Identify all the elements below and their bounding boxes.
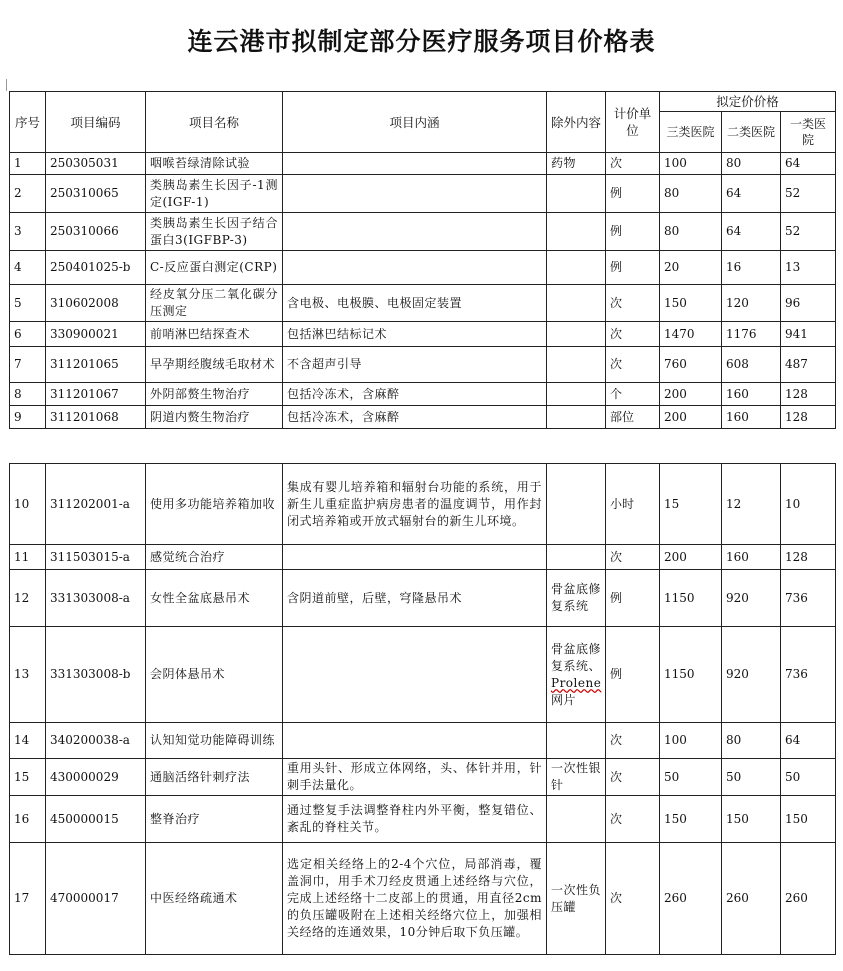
- header-price-group: 拟定价价格: [660, 92, 836, 112]
- price-level3-cell: 20: [660, 251, 722, 285]
- except-cell: 一次性银针: [547, 759, 606, 796]
- price-level3-cell: 15: [660, 464, 722, 545]
- name-cell: 女性全盆底悬吊术: [146, 570, 283, 627]
- code-cell: 311201068: [46, 406, 146, 429]
- except-cell: [547, 383, 606, 406]
- price-level2-cell: 64: [722, 213, 781, 251]
- table-row: [10, 153, 836, 175]
- price-level1-cell: 736: [781, 627, 836, 723]
- except-cell: 骨盆底修复系统: [547, 570, 606, 627]
- price-level1-cell: 128: [781, 383, 836, 406]
- except-cell: [547, 347, 606, 383]
- name-cell: 通脑活络针刺疗法: [146, 759, 283, 796]
- code-cell: 250305031: [46, 153, 146, 175]
- price-level2-cell: 920: [722, 570, 781, 627]
- price-level2-cell: 50: [722, 759, 781, 796]
- seq-cell: 17: [10, 843, 46, 955]
- price-level1-cell: 128: [781, 545, 836, 570]
- unit-cell: 次: [606, 545, 660, 570]
- price-level1-cell: 10: [781, 464, 836, 545]
- except-text-a: 骨盆底修复系统、: [551, 641, 602, 673]
- price-level1-cell: 941: [781, 322, 836, 347]
- price-level1-cell: 50: [781, 759, 836, 796]
- price-level1-cell: 64: [781, 153, 836, 175]
- seq-cell: 13: [10, 627, 46, 723]
- price-table-2: [9, 463, 836, 955]
- unit-cell: 次: [606, 347, 660, 383]
- table-row: [10, 251, 836, 285]
- price-level1-cell: 736: [781, 570, 836, 627]
- name-cell: 早孕期经腹绒毛取材术: [146, 347, 283, 383]
- price-level2-cell: 150: [722, 796, 781, 843]
- name-cell: 类胰岛素生长因子-1测定(IGF-1): [146, 175, 283, 213]
- price-level3-cell: 100: [660, 153, 722, 175]
- unit-cell: 例: [606, 213, 660, 251]
- price-level3-cell: 200: [660, 406, 722, 429]
- unit-cell: 次: [606, 322, 660, 347]
- unit-cell: 小时: [606, 464, 660, 545]
- table-row: [10, 796, 836, 843]
- seq-cell: 11: [10, 545, 46, 570]
- table-row: [10, 213, 836, 251]
- price-level3-cell: 80: [660, 175, 722, 213]
- unit-cell: 次: [606, 796, 660, 843]
- seq-cell: 8: [10, 383, 46, 406]
- seq-cell: 15: [10, 759, 46, 796]
- unit-cell: 例: [606, 627, 660, 723]
- table-row: [10, 570, 836, 627]
- name-cell: 认知知觉功能障碍训练: [146, 723, 283, 759]
- price-table-1: [9, 91, 836, 429]
- except-cell: [547, 322, 606, 347]
- except-text-b: Prolene: [551, 675, 602, 690]
- price-level1-cell: 487: [781, 347, 836, 383]
- table-row: [10, 347, 836, 383]
- unit-cell: 部位: [606, 406, 660, 429]
- seq-cell: 6: [10, 322, 46, 347]
- table-row: [10, 175, 836, 213]
- except-cell: [547, 213, 606, 251]
- name-cell: 使用多功能培养箱加收: [146, 464, 283, 545]
- seq-cell: 1: [10, 153, 46, 175]
- table-row: [10, 285, 836, 322]
- price-level3-cell: 100: [660, 723, 722, 759]
- seq-cell: 16: [10, 796, 46, 843]
- table-row: [10, 843, 836, 955]
- price-level2-cell: 160: [722, 545, 781, 570]
- table-row: [10, 406, 836, 429]
- seq-cell: 7: [10, 347, 46, 383]
- code-cell: 311201067: [46, 383, 146, 406]
- price-level3-cell: 50: [660, 759, 722, 796]
- except-cell: [547, 796, 606, 843]
- price-level1-cell: 52: [781, 175, 836, 213]
- table-row: [10, 383, 836, 406]
- price-level3-cell: 260: [660, 843, 722, 955]
- name-cell: 咽喉苔绿清除试验: [146, 153, 283, 175]
- header-level3: 三类医院: [660, 112, 722, 153]
- table-row: [10, 545, 836, 570]
- except-cell: [547, 545, 606, 570]
- price-level3-cell: 200: [660, 383, 722, 406]
- code-cell: 330900021: [46, 322, 146, 347]
- content-cell: 不含超声引导: [283, 347, 547, 383]
- code-cell: 250310066: [46, 213, 146, 251]
- header-seq: 序号: [10, 92, 46, 153]
- price-level2-cell: 12: [722, 464, 781, 545]
- content-cell: 含阴道前壁，后壁，穹隆悬吊术: [283, 570, 547, 627]
- content-cell: 包括冷冻术，含麻醉: [283, 383, 547, 406]
- code-cell: 311201065: [46, 347, 146, 383]
- name-cell: 经皮氧分压二氧化碳分压测定: [146, 285, 283, 322]
- price-level3-cell: 80: [660, 213, 722, 251]
- content-cell: [283, 545, 547, 570]
- content-cell: 通过整复手法调整脊柱内外平衡，整复错位、紊乱的脊柱关节。: [283, 796, 547, 843]
- code-cell: 331303008-b: [46, 627, 146, 723]
- unit-cell: 个: [606, 383, 660, 406]
- header-code: 项目编码: [46, 92, 146, 153]
- header-level2: 二类医院: [722, 112, 781, 153]
- price-level2-cell: 160: [722, 383, 781, 406]
- except-cell: [547, 464, 606, 545]
- table-row: [10, 759, 836, 796]
- price-level2-cell: 80: [722, 153, 781, 175]
- price-level3-cell: 760: [660, 347, 722, 383]
- except-cell: [547, 627, 606, 723]
- table-row: [10, 723, 836, 759]
- except-cell: 药物: [547, 153, 606, 175]
- except-cell: [547, 406, 606, 429]
- unit-cell: 次: [606, 723, 660, 759]
- price-level2-cell: 120: [722, 285, 781, 322]
- header-except: 除外内容: [547, 92, 606, 153]
- except-cell: [547, 723, 606, 759]
- content-cell: [283, 175, 547, 213]
- content-cell: 选定相关经络上的2-4个穴位，局部消毒，覆盖洞巾，用手术刀经皮贯通上述经络与穴位，完成上述经络十二皮部上的贯通，用直径2cm的负压罐吸附在上述相关经络穴位上，加强相关经络的连通效果，10分钟后取下负压罐。: [283, 843, 547, 955]
- name-cell: 阴道内赘生物治疗: [146, 406, 283, 429]
- seq-cell: 14: [10, 723, 46, 759]
- price-level2-cell: 16: [722, 251, 781, 285]
- header-unit: 计价单位: [606, 92, 660, 153]
- content-cell: [283, 213, 547, 251]
- price-level1-cell: 96: [781, 285, 836, 322]
- code-cell: 340200038-a: [46, 723, 146, 759]
- price-level2-cell: 608: [722, 347, 781, 383]
- price-level1-cell: 13: [781, 251, 836, 285]
- seq-cell: 12: [10, 570, 46, 627]
- seq-cell: 2: [10, 175, 46, 213]
- price-level2-cell: 160: [722, 406, 781, 429]
- price-level3-cell: 150: [660, 796, 722, 843]
- name-cell: C-反应蛋白测定(CRP): [146, 251, 283, 285]
- price-level2-cell: 1176: [722, 322, 781, 347]
- name-cell: 会阴体悬吊术: [146, 627, 283, 723]
- price-level2-cell: 64: [722, 175, 781, 213]
- page-title: 连云港市拟制定部分医疗服务项目价格表: [187, 27, 656, 56]
- except-cell: [547, 285, 606, 322]
- content-cell: [283, 251, 547, 285]
- code-cell: 430000029: [46, 759, 146, 796]
- name-cell: 前哨淋巴结探查术: [146, 322, 283, 347]
- except-cell: [547, 175, 606, 213]
- price-level2-cell: 80: [722, 723, 781, 759]
- code-cell: 311202001-a: [46, 464, 146, 545]
- price-level1-cell: 260: [781, 843, 836, 955]
- content-cell: [283, 723, 547, 759]
- seq-cell: 10: [10, 464, 46, 545]
- code-cell: 470000017: [46, 843, 146, 955]
- except-text-c: 网片: [551, 692, 577, 707]
- content-cell: 重用头针、形成立体网络，头、体针并用，针刺手法量化。: [283, 759, 547, 796]
- name-cell: 类胰岛素生长因子结合蛋白3(IGFBP-3): [146, 213, 283, 251]
- unit-cell: 例: [606, 251, 660, 285]
- unit-cell: 例: [606, 570, 660, 627]
- name-cell: 中医经络疏通术: [146, 843, 283, 955]
- seq-cell: 9: [10, 406, 46, 429]
- seq-cell: 4: [10, 251, 46, 285]
- price-level1-cell: 64: [781, 723, 836, 759]
- price-level2-cell: 260: [722, 843, 781, 955]
- unit-cell: 例: [606, 175, 660, 213]
- name-cell: 整脊治疗: [146, 796, 283, 843]
- content-cell: 包括冷冻术，含麻醉: [283, 406, 547, 429]
- header-name: 项目名称: [146, 92, 283, 153]
- seq-cell: 5: [10, 285, 46, 322]
- price-level3-cell: 1150: [660, 570, 722, 627]
- content-cell: [283, 627, 547, 723]
- header-level1: 一类医院: [781, 112, 836, 153]
- name-cell: 外阴部赘生物治疗: [146, 383, 283, 406]
- unit-cell: 次: [606, 285, 660, 322]
- price-level2-cell: 920: [722, 627, 781, 723]
- code-cell: 250401025-b: [46, 251, 146, 285]
- table-row: [10, 322, 836, 347]
- code-cell: 450000015: [46, 796, 146, 843]
- price-level1-cell: 128: [781, 406, 836, 429]
- content-cell: [283, 153, 547, 175]
- price-level3-cell: 150: [660, 285, 722, 322]
- content-cell: 含电极、电极膜、电极固定装置: [283, 285, 547, 322]
- except-cell: [547, 251, 606, 285]
- seq-cell: 3: [10, 213, 46, 251]
- code-cell: 311503015-a: [46, 545, 146, 570]
- table-row: [10, 464, 836, 545]
- unit-cell: 次: [606, 153, 660, 175]
- code-cell: 310602008: [46, 285, 146, 322]
- header-content: 项目内涵: [283, 92, 547, 153]
- name-cell: 感觉统合治疗: [146, 545, 283, 570]
- code-cell: 331303008-a: [46, 570, 146, 627]
- content-cell: 包括淋巴结标记术: [283, 322, 547, 347]
- price-level1-cell: 150: [781, 796, 836, 843]
- price-level3-cell: 1470: [660, 322, 722, 347]
- table-row: [10, 627, 836, 723]
- price-level3-cell: 1150: [660, 627, 722, 723]
- price-level1-cell: 52: [781, 213, 836, 251]
- code-cell: 250310065: [46, 175, 146, 213]
- price-level3-cell: 200: [660, 545, 722, 570]
- unit-cell: 次: [606, 759, 660, 796]
- corner-mark: [6, 79, 7, 91]
- except-cell: 一次性负压罐: [547, 843, 606, 955]
- unit-cell: 次: [606, 843, 660, 955]
- content-cell: 集成有婴儿培养箱和辐射台功能的系统，用于新生儿重症监护病房患者的温度调节，用作封闭式培养箱或开放式辐射台的新生儿环境。: [283, 464, 547, 545]
